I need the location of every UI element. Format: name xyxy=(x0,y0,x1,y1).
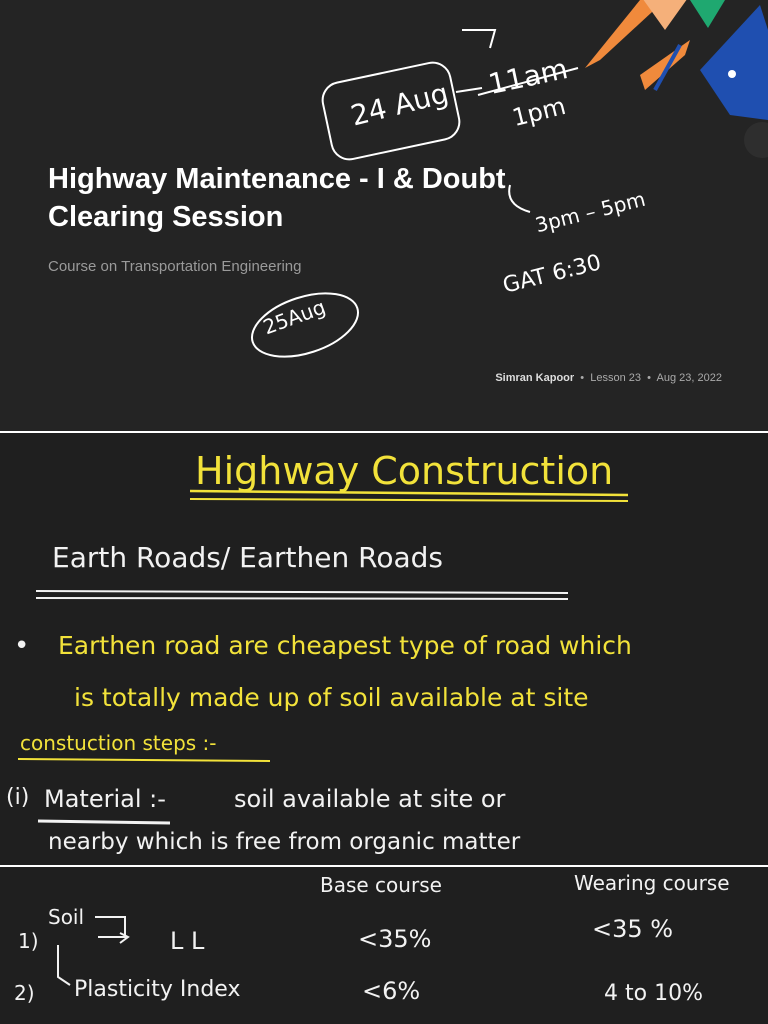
bullet-line-1: Earthen road are cheapest type of road which xyxy=(58,631,632,660)
slide-title-text xyxy=(48,160,506,236)
note-time1: 11am xyxy=(485,52,571,101)
green-shape xyxy=(690,0,725,28)
arrow-top xyxy=(462,30,495,48)
row2-number: 2) xyxy=(14,981,35,1005)
col-header-wearing: Wearing course xyxy=(574,871,730,895)
author-name: Simran Kapoor xyxy=(495,372,575,384)
connector-dash xyxy=(456,88,482,92)
row1-property: L L xyxy=(170,927,205,955)
note-time3: 3pm – 5pm xyxy=(532,186,648,238)
col-header-base: Base course xyxy=(320,873,442,897)
row2-base-value: <6% xyxy=(362,977,421,1005)
section-subheading: Earth Roads/ Earthen Roads xyxy=(52,541,443,574)
branch-arrow xyxy=(58,945,70,985)
steps-underline xyxy=(18,759,270,761)
slide-table xyxy=(0,867,768,1024)
orange-bow-shape xyxy=(640,40,690,90)
note-date1: 24 Aug xyxy=(347,76,452,133)
heading-underline-2 xyxy=(190,499,628,501)
slide-notes xyxy=(0,433,768,865)
item-marker: (i) xyxy=(6,785,30,810)
note-time2: 1pm xyxy=(509,91,569,133)
section-heading: Highway Construction xyxy=(195,449,614,493)
bullet-line-2: is totally made up of soil available at site xyxy=(74,683,589,712)
arrow-down xyxy=(509,185,530,212)
subheading-underline-2 xyxy=(36,598,568,599)
item-title: Material :- xyxy=(44,785,166,813)
row2-wearing-value: 4 to 10% xyxy=(604,981,703,1006)
lesson-date: Aug 23, 2022 xyxy=(656,372,722,384)
title-line-1: Highway Maintenance - I & Doubt xyxy=(48,163,506,195)
row2-label: Plasticity Index xyxy=(74,977,241,1002)
meta-sep-2: • xyxy=(647,372,652,384)
material-underline xyxy=(38,821,170,823)
row1-number: 1) xyxy=(18,929,39,953)
bullet-dot: • xyxy=(14,631,30,661)
white-dot xyxy=(728,70,736,78)
lesson-number: Lesson 23 xyxy=(590,372,642,384)
slide-title xyxy=(0,0,768,431)
item-line-1: soil available at site or xyxy=(234,785,506,813)
subheading-underline-1 xyxy=(36,591,568,593)
row1-label: Soil xyxy=(48,905,85,929)
note-gat: GAT 6:30 xyxy=(500,250,604,299)
row1-wearing-value: <35 % xyxy=(592,915,674,943)
grey-circle xyxy=(744,122,768,158)
note-date2: 25Aug xyxy=(259,294,329,340)
steps-label: constuction steps :- xyxy=(20,731,217,755)
row1-base-value: <35% xyxy=(358,925,432,953)
item-line-2: nearby which is free from organic matter xyxy=(48,829,521,855)
title-line-2: Clearing Session xyxy=(48,201,284,233)
lesson-meta xyxy=(495,372,722,384)
meta-sep-1: • xyxy=(580,372,585,384)
course-subtitle: Course on Transportation Engineering xyxy=(48,258,302,275)
